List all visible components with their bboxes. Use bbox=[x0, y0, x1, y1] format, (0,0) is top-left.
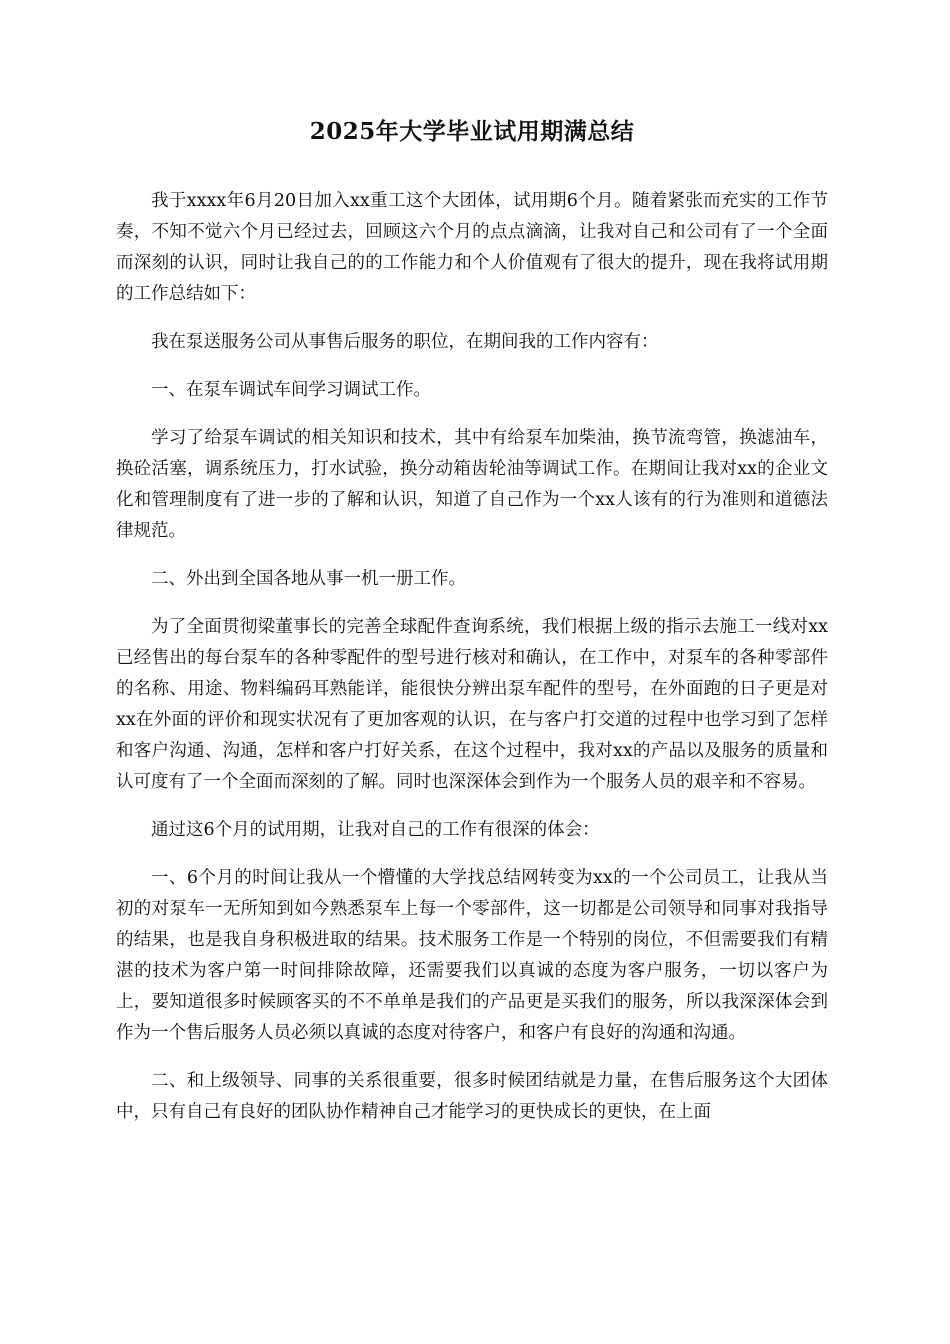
paragraph-reflection-intro: 通过这6个月的试用期，让我对自己的工作有很深的体会： bbox=[151, 820, 600, 840]
document-body bbox=[116, 112, 828, 1145]
paragraph-section-2-heading: 二、外出到全国各地从事一机一册工作。 bbox=[151, 569, 466, 589]
paragraph-reflection-1: 一、6个月的时间让我从一个懵懂的大学找总结网转变为xx的一个公司员工，让我从当初的对泵车一无所知到如今熟悉泵车上每一个零部件，这一切都是公司领导和同事对我指导的结果，也是我自身积极进取的结果。技术服务工作是一个特别的岗位，不但需要我们有精湛的技术为客户第一时间排除故障，还需要我们以真诚的态度为客户服务，一切以客户为上，要知道很多时候顾客买的不不单单是我们的产品更是买我们的服务，所以我深深体会到作为一个售后服务人员必须以真诚的态度对待客户，和客户有良好的沟通和沟通。 bbox=[116, 868, 828, 1043]
paragraph-reflection-2: 二、和上级领导、同事的关系很重要，很多时候团结就是力量，在售后服务这个大团体中，只有自己有良好的团队协作精神自己才能学习的更快成长的更快，在上面 bbox=[116, 1071, 828, 1122]
paragraph-section-1-heading: 一、在泵车调试车间学习调试工作。 bbox=[151, 380, 431, 400]
paragraph-job-content: 我在泵送服务公司从事售后服务的职位，在期间我的工作内容有： bbox=[151, 332, 659, 352]
paragraph-intro: 我于xxxx年6月20日加入xx重工这个大团体，试用期6个月。随着紧张而充实的工作节奏，不知不觉六个月已经过去，回顾这六个月的点点滴滴，让我对自己和公司有了一个全面而深刻的认识，同时让我自己的的工作能力和个人价值观有了很大的提升，现在我将试用期的工作总结如下： bbox=[116, 191, 828, 304]
document-title: 2025年大学毕业试用期满总结 bbox=[309, 118, 635, 145]
paragraph-section-1-body: 学习了给泵车调试的相关知识和技术，其中有给泵车加柴油，换节流弯管，换滤油车，换砼活塞，调系统压力，打水试验，换分动箱齿轮油等调试工作。在期间让我对xx的企业文化和管理制度有了进一步的了解和认识，知道了自己作为一个xx人该有的行为准则和道德法律规范。 bbox=[116, 428, 828, 541]
paragraph-section-2-body: 为了全面贯彻梁董事长的完善全球配件查询系统，我们根据上级的指示去施工一线对xx已经售出的每台泵车的各种零配件的型号进行核对和确认，在工作中，对泵车的各种零部件的名称、用途、物料编码耳熟能详，能很快分辨出泵车配件的型号，在外面跑的日子更是对xx在外面的评价和现实状况有了更加客观的认识，在与客户打交道的过程中也学习到了怎样和客户沟通、沟通，怎样和客户打好关系，在这个过程中，我对xx的产品以及服务的质量和认可度有了一个全面而深刻的了解。同时也深深体会到作为一个服务人员的艰辛和不容易。 bbox=[116, 617, 828, 792]
